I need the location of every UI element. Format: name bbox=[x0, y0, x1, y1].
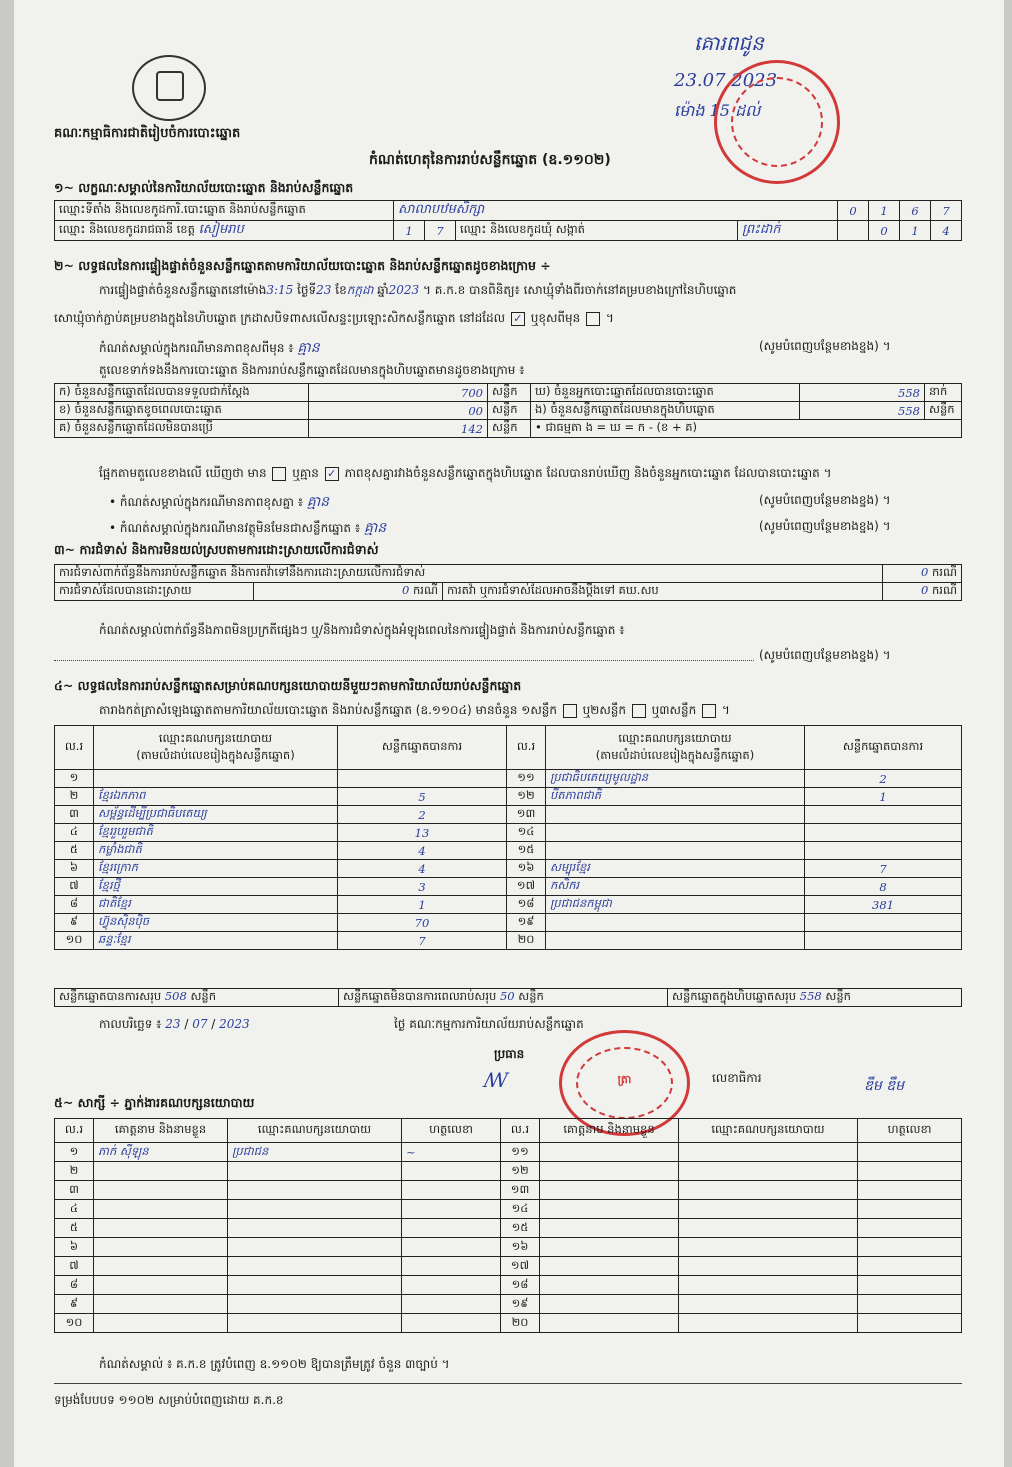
party-votes: 1 bbox=[805, 788, 962, 806]
table-row bbox=[55, 1162, 962, 1181]
province-label: ឈ្មោះ និងលេខកូដរាជធានី ខេត្ត សៀមរាប bbox=[55, 221, 394, 241]
party-votes: 13 bbox=[338, 824, 507, 842]
party-name: សម្បុរខ្មែរ bbox=[546, 860, 805, 878]
party-name bbox=[94, 770, 338, 788]
totals-row: សន្លឹកឆ្នោតបានការសរុប 508 សន្លឹក សន្លឹកឆ្នោតមិនបានការពេលរាប់សរុប 50 សន្លឹក សន្លឹកឆ្នោតក្នុងហិបឆ្នោតសរុប 558 សន្លឹក bbox=[54, 988, 962, 1007]
same-checkbox[interactable]: ✓ bbox=[511, 312, 525, 326]
signing-date: កាលបរិច្ឆេទ ៖ 23 / 07 / 2023 bbox=[99, 1017, 250, 1031]
table-row bbox=[55, 1219, 962, 1238]
row-number: ១៦ bbox=[501, 1238, 540, 1257]
table-row bbox=[55, 1257, 962, 1276]
province-name: សៀមរាប bbox=[198, 222, 244, 237]
witness-name bbox=[540, 1143, 679, 1162]
compare-line: ផ្អែកតាមតួលេខខាងលើ ឃើញថា មាន ឬគ្មាន ✓ ភាពខុសគ្នារវាងចំនួនសន្លឹកឆ្នោតក្នុងហិបឆ្នោត ដែលបានរាប់ឃើញ និងចំនួនអ្នកបោះឆ្នោត ដែលបានបោះឆ្នោត ។ bbox=[99, 466, 832, 480]
note1: កំណត់សម្គាល់ក្នុងករណីមានភាពខុសពីមុន ៖ គ្មាន bbox=[99, 340, 320, 356]
section1-table bbox=[54, 200, 962, 241]
party-votes: 4 bbox=[338, 860, 507, 878]
note3: • កំណត់សម្គាល់ក្នុងករណីមានវត្ថុមិនមែនជាសន្លឹកឆ្នោត ៖ គ្មាន bbox=[109, 520, 387, 536]
witness-signature bbox=[402, 1295, 501, 1314]
witness-party bbox=[679, 1257, 858, 1276]
table-row bbox=[55, 788, 962, 806]
witness-name bbox=[94, 1314, 228, 1333]
witness-party bbox=[228, 1238, 402, 1257]
party-votes bbox=[805, 932, 962, 950]
witness-name bbox=[540, 1238, 679, 1257]
form-sheet bbox=[14, 0, 1004, 1467]
row-number: ៦ bbox=[55, 1238, 94, 1257]
verify-paragraph-1: ការផ្ទៀងផ្ទាត់ចំនួនសន្លឹកឆ្នោតនៅម៉ោង3:15 ថ្ងៃទី23 ខែកក្កដា ឆ្នាំ2023 ។ គ.ក.ខ បានពិនិត្យ៖ សោឃ្មុំទាំងពីរចាក់នៅគម្របខាងក្រៅនៃហិបឆ្នោត bbox=[99, 283, 737, 297]
table-row bbox=[55, 896, 962, 914]
party-votes bbox=[338, 770, 507, 788]
party-name bbox=[546, 914, 805, 932]
row-number: ១២ bbox=[507, 788, 546, 806]
note3-suffix: (សូមបំពេញបន្ថែមខាងខ្នង) ។ bbox=[759, 519, 891, 533]
witness-party bbox=[679, 1181, 858, 1200]
witness-party bbox=[679, 1200, 858, 1219]
row-number: ៦ bbox=[55, 860, 94, 878]
witness-signature bbox=[858, 1200, 962, 1219]
row-number: ១៤ bbox=[507, 824, 546, 842]
handwritten-date: 23.07.2023 bbox=[674, 70, 778, 91]
witness-name bbox=[94, 1257, 228, 1276]
witness-name bbox=[540, 1162, 679, 1181]
party-name: ខ្មែរក្រោក bbox=[94, 860, 338, 878]
witness-signature: ~ bbox=[402, 1143, 501, 1162]
school-label: ឈ្មោះទីតាំង និងលេខកូដការិ.បោះឆ្នោត និងរាប់សន្លឹកឆ្នោត bbox=[55, 201, 394, 221]
witness-party bbox=[228, 1219, 402, 1238]
witness-signature bbox=[402, 1219, 501, 1238]
witness-party bbox=[679, 1276, 858, 1295]
school-code-1: 0 bbox=[838, 201, 869, 221]
witness-name bbox=[540, 1257, 679, 1276]
witness-party bbox=[228, 1200, 402, 1219]
party-votes: 3 bbox=[338, 878, 507, 896]
witness-signature bbox=[402, 1162, 501, 1181]
total-invalid: 50 bbox=[499, 989, 515, 1003]
unused-value: 142 bbox=[309, 420, 488, 438]
two-sheet-checkbox[interactable] bbox=[632, 704, 646, 718]
handwritten-greeting: គោរពជូន bbox=[694, 31, 764, 55]
witness-signature bbox=[402, 1314, 501, 1333]
unused-label: គ) ចំនួនសន្លឹកឆ្នោតដែលមិនបានប្រើ bbox=[55, 420, 309, 438]
form-title: កំណត់ហេតុនៃការរាប់សន្លឹកឆ្នោត (ឧ.១១០២) bbox=[369, 152, 611, 168]
witness-name bbox=[540, 1219, 679, 1238]
party-name bbox=[546, 932, 805, 950]
party-name: បីតភាពជាតិ bbox=[546, 788, 805, 806]
table-row bbox=[55, 932, 962, 950]
party-votes bbox=[805, 824, 962, 842]
table-row bbox=[55, 1143, 962, 1162]
witness-party bbox=[679, 1238, 858, 1257]
witness-name: ភាក់ ស៊ីឡុន bbox=[94, 1143, 228, 1162]
row-number: ១៤ bbox=[501, 1200, 540, 1219]
committee-label: ថ្ងៃ គណៈកម្មការការិយាល័យរាប់សន្លឹកឆ្នោត bbox=[394, 1017, 584, 1031]
resolved-count: 0 bbox=[402, 583, 410, 597]
formula: • ជាធម្មតា ង = ឃ = ក - (ខ + គ) bbox=[531, 420, 962, 438]
witness-party bbox=[228, 1314, 402, 1333]
chair-signature: ꟿ bbox=[484, 1068, 509, 1092]
received-value: 700 bbox=[309, 384, 488, 402]
witness-signature bbox=[402, 1257, 501, 1276]
school-name: សាលាបឋមសិក្សា bbox=[394, 201, 838, 221]
witness-signature bbox=[402, 1276, 501, 1295]
witness-party bbox=[679, 1314, 858, 1333]
party-votes: 2 bbox=[338, 806, 507, 824]
witness-name bbox=[94, 1162, 228, 1181]
section3-title: ៣~ ការជំទាស់ និងការមិនយល់ស្របតាមការដោះស្រាយលើការជំទាស់ bbox=[54, 542, 379, 557]
school-code-4: 7 bbox=[931, 201, 962, 221]
party-name: កសិករ bbox=[546, 878, 805, 896]
secretary-signature: ឌឹម ឌឹម bbox=[864, 1078, 904, 1094]
party-name: ខ្មែរឯកភាព bbox=[94, 788, 338, 806]
counts-intro: តួលេខទាក់ទងនឹងការបោះឆ្នោត និងការរាប់សន្លឹកឆ្នោតដែលមានក្នុងហិបឆ្នោតមានដូចខាងក្រោម ៖ bbox=[99, 363, 525, 377]
appeal-label: ការតវ៉ា ឬការជំទាស់ដែលអាចនឹងប្តឹងទៅ គឃ.សប bbox=[443, 583, 883, 601]
no-difference-checkbox[interactable]: ✓ bbox=[325, 467, 339, 481]
has-difference-checkbox[interactable] bbox=[272, 467, 286, 481]
spoiled-label: ខ) ចំនួនសន្លឹកឆ្នោតខូចពេលបោះឆ្នោត bbox=[55, 402, 309, 420]
row-number: ១៧ bbox=[507, 878, 546, 896]
witness-signature bbox=[858, 1238, 962, 1257]
witness-name bbox=[94, 1295, 228, 1314]
objection-label: ការជំទាស់ពាក់ព័ន្ធនឹងការរាប់សន្លឹកឆ្នោត និងការតវ៉ាទៅនឹងការដោះស្រាយលើការជំទាស់ bbox=[55, 565, 883, 583]
row-number: ៩ bbox=[55, 1295, 94, 1314]
commune-name: ព្រះដាក់ bbox=[738, 221, 838, 241]
party-name bbox=[546, 842, 805, 860]
footer-text: ទម្រង់បែបបទ ១១០២ សម្រាប់បំពេញដោយ គ.ក.ខ bbox=[54, 1393, 284, 1407]
table-row bbox=[55, 1200, 962, 1219]
row-number: ២០ bbox=[507, 932, 546, 950]
party-name: ប្រជាជនកម្ពុជា bbox=[546, 896, 805, 914]
witness-name bbox=[540, 1314, 679, 1333]
row-number: ១២ bbox=[501, 1162, 540, 1181]
commune-code-1: 0 bbox=[869, 221, 900, 241]
note2-suffix: (សូមបំពេញបន្ថែមខាងខ្នង) ។ bbox=[759, 493, 891, 507]
witness-signature bbox=[858, 1162, 962, 1181]
party-name: កម្លាំងជាតិ bbox=[94, 842, 338, 860]
row-number: ៤ bbox=[55, 824, 94, 842]
province-code-2: 7 bbox=[425, 221, 456, 241]
witness-signature bbox=[858, 1181, 962, 1200]
table-row bbox=[55, 914, 962, 932]
row-number: ៨ bbox=[55, 1276, 94, 1295]
appeal-count: 0 bbox=[921, 583, 929, 597]
witness-party: ប្រជាជន bbox=[228, 1143, 402, 1162]
witness-table: ល.រ គោត្តនាម និងនាមខ្លួន ឈ្មោះគណបក្សនយោបាយ ហត្ថលេខា ល.រ គោត្តនាម និងនាមខ្លួន ឈ្មោះគណបក្សនយោបាយ ហត្ថលេខា ១ ភាក់ ស៊ីឡុន ប្រជាជន ~ ១១ ២ ១២ ៣ ១៣ ៤ ១៤ ៥ ១៥ ៦ ១៦ ៧ ១៧ ៨ ១៨ ៩ ១៩ ១០ ២០ bbox=[54, 1118, 962, 1333]
party-votes: 5 bbox=[338, 788, 507, 806]
commune-label: ឈ្មោះ និងលេខកូដឃុំ សង្កាត់ bbox=[456, 221, 738, 241]
witness-party bbox=[679, 1162, 858, 1181]
row-number: ២ bbox=[55, 1162, 94, 1181]
org-name: គណៈកម្មាធិការជាតិរៀបចំការបោះឆ្នោត bbox=[54, 126, 241, 141]
party-name: ឆន្ទៈខ្មែរ bbox=[94, 932, 338, 950]
section5-title: ៥~ សាក្សី ÷ ភ្នាក់ងារគណបក្សនយោបាយ bbox=[54, 1095, 255, 1110]
witness-name bbox=[540, 1276, 679, 1295]
objection-count: 0 bbox=[921, 565, 929, 579]
row-number: ៤ bbox=[55, 1200, 94, 1219]
total-valid: 508 bbox=[164, 989, 187, 1003]
party-votes: 2 bbox=[805, 770, 962, 788]
commune-code-2: 1 bbox=[900, 221, 931, 241]
row-number: ៣ bbox=[55, 806, 94, 824]
received-label: ក) ចំនួនសន្លឹកឆ្នោតដែលបានទទួលជាក់ស្តែង bbox=[55, 384, 309, 402]
witness-party bbox=[679, 1143, 858, 1162]
table-row bbox=[55, 860, 962, 878]
row-number: ៩ bbox=[55, 914, 94, 932]
party-votes bbox=[805, 806, 962, 824]
section4-intro: តារាងកត់ត្រាសំឡេងឆ្នោតតាមការិយាល័យបោះឆ្នោត និងរាប់សន្លឹកឆ្នោត (ឧ.១១០៤) មានចំនួន ១សន្លឹក ឬ២សន្លឹក ឬ៣សន្លឹក ។ bbox=[99, 703, 730, 717]
official-stamp-top bbox=[714, 60, 840, 184]
witness-signature bbox=[402, 1181, 501, 1200]
objections-table: ការជំទាស់ពាក់ព័ន្ធនឹងការរាប់សន្លឹកឆ្នោត និងការតវ៉ាទៅនឹងការដោះស្រាយលើការជំទាស់ 0 ករណី ការជំទាស់ដែលបានដោះស្រាយ 0 ករណី ការតវ៉ា ឬការជំទាស់ដែលអាចនឹងប្តឹងទៅ គឃ.សប 0 ករណី bbox=[54, 564, 962, 601]
party-name: ប្រជាធិបតេយ្យមូលដ្ឋាន bbox=[546, 770, 805, 788]
party-votes: 70 bbox=[338, 914, 507, 932]
row-number: ១៨ bbox=[501, 1276, 540, 1295]
three-sheet-checkbox[interactable] bbox=[702, 704, 716, 718]
in-box-value: 558 bbox=[800, 402, 925, 420]
row-number: ១០ bbox=[55, 1314, 94, 1333]
voters-label: ឃ) ចំនួនអ្នកបោះឆ្នោតដែលបានបោះឆ្នោត bbox=[531, 384, 800, 402]
note1-suffix: (សូមបំពេញបន្ថែមខាងខ្នង) ។ bbox=[759, 339, 891, 353]
witness-signature bbox=[858, 1257, 962, 1276]
row-number: ២ bbox=[55, 788, 94, 806]
witness-party bbox=[228, 1162, 402, 1181]
witness-name bbox=[94, 1276, 228, 1295]
witness-signature bbox=[858, 1314, 962, 1333]
one-sheet-checkbox[interactable] bbox=[563, 704, 577, 718]
row-number: ១០ bbox=[55, 932, 94, 950]
row-number: ៥ bbox=[55, 842, 94, 860]
table-row bbox=[55, 1238, 962, 1257]
row-number: ១៩ bbox=[507, 914, 546, 932]
party-votes: 381 bbox=[805, 896, 962, 914]
witness-signature bbox=[402, 1200, 501, 1219]
total-in-box: 558 bbox=[799, 989, 822, 1003]
commune-code-3: 4 bbox=[931, 221, 962, 241]
section5-note: កំណត់សម្គាល់ ៖ គ.ក.ខ ត្រូវបំពេញ ឧ.១១០២ ឱ្យបានត្រឹមត្រូវ ចំនួន ៣ច្បាប់ ។ bbox=[99, 1357, 450, 1371]
spoiled-value: 00 bbox=[309, 402, 488, 420]
chair-label: ប្រធាន bbox=[494, 1047, 525, 1061]
row-number: ៣ bbox=[55, 1181, 94, 1200]
counts-table: ក) ចំនួនសន្លឹកឆ្នោតដែលបានទទួលជាក់ស្តែង 700 សន្លឹក ឃ) ចំនួនអ្នកបោះឆ្នោតដែលបានបោះឆ្នោត 558 នាក់ ខ) ចំនួនសន្លឹកឆ្នោតខូចពេលបោះឆ្នោត 00 សន្លឹក ង) ចំនួនសន្លឹកឆ្នោតដែលមានក្នុងហិបឆ្នោត 558 សន្លឹក គ) ចំនួនសន្លឹកឆ្នោតដែលមិនបានប្រើ 142 សន្លឹក • ជាធម្មតា ង = ឃ = ក - (ខ + គ) bbox=[54, 383, 962, 438]
verify-paragraph-2: សោឃ្មុំចាក់ភ្ជាប់គម្របខាងក្នុងនៃហិបឆ្នោត ក្រដាសបិទពាសលើសន្ទះប្រឡោះសិកសន្លឹកឆ្នោត នៅដដែល ✓ ឬខុសពីមុន ។ bbox=[54, 311, 614, 325]
party-name: ខ្មែរថ្មី bbox=[94, 878, 338, 896]
witness-name bbox=[94, 1181, 228, 1200]
witness-name bbox=[540, 1295, 679, 1314]
table-row bbox=[55, 1314, 962, 1333]
province-code-1: 1 bbox=[394, 221, 425, 241]
table-row bbox=[55, 878, 962, 896]
table-row bbox=[55, 770, 962, 788]
witness-party bbox=[679, 1295, 858, 1314]
row-number: ១៩ bbox=[501, 1295, 540, 1314]
school-code-2: 1 bbox=[869, 201, 900, 221]
row-number: ១៣ bbox=[507, 806, 546, 824]
party-votes: 7 bbox=[338, 932, 507, 950]
party-name bbox=[546, 806, 805, 824]
witness-name bbox=[540, 1181, 679, 1200]
witness-party bbox=[679, 1219, 858, 1238]
row-number: ១ bbox=[55, 770, 94, 788]
witness-signature bbox=[402, 1238, 501, 1257]
in-box-label: ង) ចំនួនសន្លឹកឆ្នោតដែលមានក្នុងហិបឆ្នោត bbox=[531, 402, 800, 420]
row-number: ១៧ bbox=[501, 1257, 540, 1276]
table-row bbox=[55, 1295, 962, 1314]
witness-signature bbox=[858, 1143, 962, 1162]
row-number: ១៦ bbox=[507, 860, 546, 878]
party-name: សម្ព័ន្ធដើម្បីប្រជាធិបតេយ្យ bbox=[94, 806, 338, 824]
different-checkbox[interactable] bbox=[586, 312, 600, 326]
table-row bbox=[55, 842, 962, 860]
table-row bbox=[55, 1276, 962, 1295]
witness-party bbox=[228, 1276, 402, 1295]
resolved-label: ការជំទាស់ដែលបានដោះស្រាយ bbox=[55, 583, 254, 601]
table-row bbox=[55, 824, 962, 842]
party-name bbox=[546, 824, 805, 842]
section4-title: ៤~ លទ្ធផលនៃការរាប់សន្លឹកឆ្នោតសម្រាប់គណបក្សនយោបាយនីមួយៗតាមការិយាល័យរាប់សន្លឹកឆ្នោត bbox=[54, 678, 522, 693]
witness-name bbox=[94, 1219, 228, 1238]
row-number: ១៥ bbox=[507, 842, 546, 860]
handwritten-time: ម៉ោង 15 ដល់ bbox=[674, 101, 761, 120]
row-number: ២០ bbox=[501, 1314, 540, 1333]
party-name: ហ៊្វុនស៊ិនប៉ិច bbox=[94, 914, 338, 932]
witness-signature bbox=[858, 1276, 962, 1295]
voters-value: 558 bbox=[800, 384, 925, 402]
section3-note: កំណត់សម្គាល់ពាក់ព័ន្ធនឹងភាពមិនប្រក្រតីផ្សេងៗ ឬ/និងការជំទាស់ក្នុងអំឡុងពេលនៃការផ្ទៀងផ្ទាត់ និងការរាប់សន្លឹកឆ្នោត ៖ bbox=[99, 623, 625, 637]
row-number: ៥ bbox=[55, 1219, 94, 1238]
party-votes bbox=[805, 842, 962, 860]
party-name: ខ្មែររួបរួមជាតិ bbox=[94, 824, 338, 842]
witness-name bbox=[540, 1200, 679, 1219]
witness-signature bbox=[858, 1295, 962, 1314]
row-number: ៨ bbox=[55, 896, 94, 914]
row-number: ១ bbox=[55, 1143, 94, 1162]
row-number: ១៥ bbox=[501, 1219, 540, 1238]
witness-party bbox=[228, 1181, 402, 1200]
witness-signature bbox=[858, 1219, 962, 1238]
section3-note-suffix: (សូមបំពេញបន្ថែមខាងខ្នង) ។ bbox=[759, 648, 891, 662]
secretary-label: លេខាធិការ bbox=[712, 1071, 762, 1085]
party-votes: 4 bbox=[338, 842, 507, 860]
row-number: ១១ bbox=[501, 1143, 540, 1162]
party-votes bbox=[805, 914, 962, 932]
witness-party bbox=[228, 1257, 402, 1276]
note2: • កំណត់សម្គាល់ក្នុងករណីមានភាពខុសគ្នា ៖ គ្មាន bbox=[109, 494, 330, 510]
section2-title: ២~ លទ្ធផលនៃការផ្ទៀងផ្ទាត់ចំនួនសន្លឹកឆ្នោតតាមការិយាល័យបោះឆ្នោត និងរាប់សន្លឹកឆ្នោតដូចខាងក្រោម ÷ bbox=[54, 258, 551, 273]
witness-name bbox=[94, 1200, 228, 1219]
party-votes: 1 bbox=[338, 896, 507, 914]
row-number: ១១ bbox=[507, 770, 546, 788]
party-votes: 7 bbox=[805, 860, 962, 878]
party-votes: 8 bbox=[805, 878, 962, 896]
row-number: ៧ bbox=[55, 878, 94, 896]
row-number: ១៨ bbox=[507, 896, 546, 914]
row-number: ១៣ bbox=[501, 1181, 540, 1200]
official-stamp-bottom: ត្រា bbox=[559, 1030, 690, 1136]
row-number: ៧ bbox=[55, 1257, 94, 1276]
school-code-3: 6 bbox=[900, 201, 931, 221]
votes-table: ល.រ ឈ្មោះគណបក្សនយោបាយ (តាមលំដាប់លេខរៀងក្នុងសន្លឹកឆ្នោត) សន្លឹកឆ្នោតបានការ ល.រ ឈ្មោះគណបក្សនយោបាយ (តាមលំដាប់លេខរៀងក្នុងសន្លឹកឆ្នោត) សន្លឹកឆ្នោតបានការ ១ ១១ ប្រជាធិបតេយ្យមូលដ្ឋាន 2 ២ ខ្មែរឯកភាព 5 ១២ បីតភាពជាតិ 1 ៣ សម្ព័ន្ធដើម្បីប្រជាធិបតេយ្យ 2 ១៣ ៤ ខ្មែររួបរួមជាតិ 13 ១៤ ៥ កម្លាំងជាតិ 4 ១៥ ៦ ខ្មែរក្រោក 4 ១៦ សម្បុរខ្មែរ 7 ៧ ខ្មែរថ្មី 3 ១៧ កសិករ 8 ៨ ជាតិខ្មែរ 1 ១៨ ប្រជាជនកម្ពុជា 381 ៩ ហ៊្វុនស៊ិនប៉ិច 70 ១៩ ១០ ឆន្ទៈខ្មែរ 7 ២០ bbox=[54, 725, 962, 950]
party-name: ជាតិខ្មែរ bbox=[94, 896, 338, 914]
table-row bbox=[55, 806, 962, 824]
witness-name bbox=[94, 1238, 228, 1257]
table-row bbox=[55, 1181, 962, 1200]
nec-emblem-icon bbox=[132, 55, 206, 121]
witness-party bbox=[228, 1295, 402, 1314]
section1-title: ១~ លក្ខណៈសម្គាល់នៃការិយាល័យបោះឆ្នោត និងរាប់សន្លឹកឆ្នោត bbox=[54, 180, 354, 195]
